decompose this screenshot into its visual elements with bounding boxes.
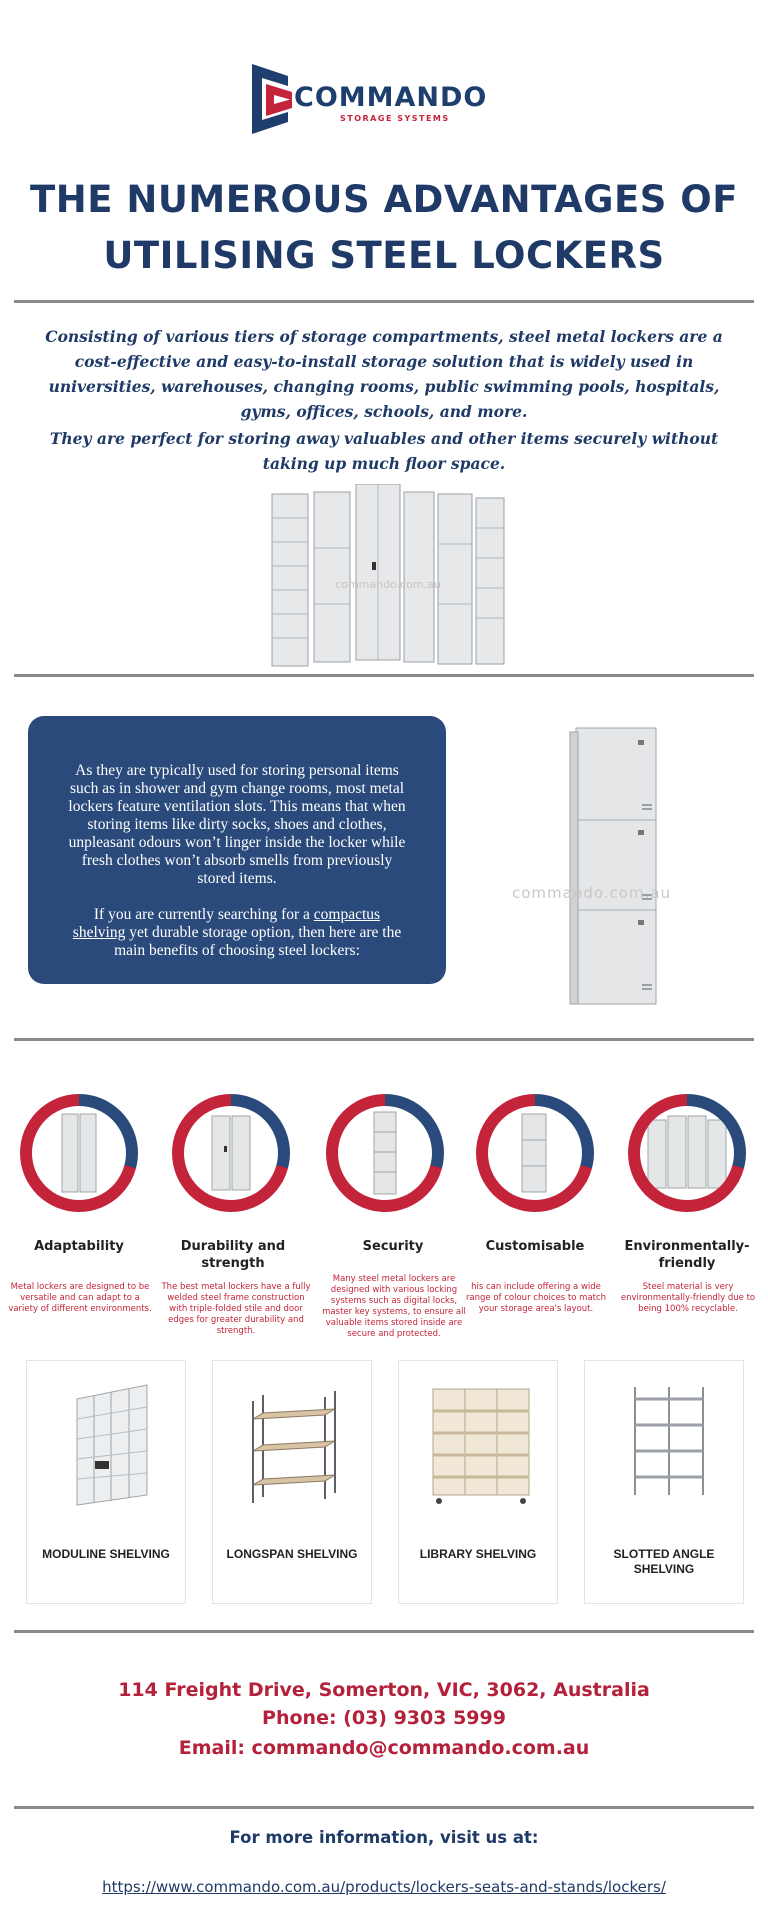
feature-desc-durability: The best metal lockers have a fully welded steel frame construction with triple-folded stile and door edges for greater durability and strength. bbox=[161, 1282, 311, 1336]
product-label-library: LIBRARY SHELVING bbox=[419, 1547, 537, 1561]
product-card-slotted-angle[interactable] bbox=[584, 1360, 744, 1604]
contact-phone: Phone: (03) 9303 5999 bbox=[262, 1707, 506, 1729]
customisable-ring bbox=[476, 1094, 594, 1212]
shelving-icon bbox=[595, 1379, 735, 1509]
feature-title-environmental: Environmentally-friendly bbox=[624, 1239, 750, 1271]
product-label-slotted-angle: SLOTTED ANGLE SHELVING bbox=[613, 1547, 715, 1576]
shelving-icon bbox=[223, 1379, 363, 1509]
durability-ring bbox=[172, 1094, 290, 1212]
divider bbox=[14, 300, 754, 303]
locker-icon bbox=[640, 1106, 734, 1200]
feature-desc-environmental: Steel material is very environmentally-friendly due to being 100% recyclable. bbox=[620, 1282, 756, 1314]
commando-logo-icon bbox=[248, 62, 292, 136]
page-title-line-2: UTILISING STEEL LOCKERS bbox=[103, 234, 665, 277]
shelving-icon bbox=[37, 1379, 177, 1509]
intro-paragraph: Consisting of various tiers of storage compartments, steel metal lockers are a cost-effective and easy-to-install storage solution that is widely used in universities, warehouses, changing rooms, public swimming pools, hospitals, gyms, offices, schools, and more. bbox=[45, 327, 723, 421]
divider bbox=[14, 1630, 754, 1633]
page-title-line-1: THE NUMEROUS ADVANTAGES OF bbox=[30, 178, 738, 221]
locker-icon bbox=[32, 1106, 126, 1200]
ventilation-info-box bbox=[28, 716, 446, 984]
logo-name: COMMANDO bbox=[294, 82, 488, 113]
adaptability-ring bbox=[20, 1094, 138, 1212]
intro-paragraph-2: They are perfect for storing away valuables and other items securely without taking up much floor space. bbox=[49, 429, 719, 473]
contact-address: 114 Freight Drive, Somerton, VIC, 3062, Australia bbox=[118, 1679, 650, 1701]
feature-desc-adaptability: Metal lockers are designed to be versatile and can adapt to a variety of different environments. bbox=[8, 1282, 152, 1314]
watermark: commando.com.au bbox=[335, 578, 441, 591]
product-label-longspan: LONGSPAN SHELVING bbox=[226, 1547, 358, 1561]
benefits-intro-text: If you are currently searching for a compactus shelving yet durable storage option, then here are the main benefits of choosing steel lockers: bbox=[72, 906, 402, 959]
contact-email[interactable]: Email: commando@commando.com.au bbox=[178, 1737, 590, 1759]
feature-title-adaptability: Adaptability bbox=[34, 1239, 124, 1254]
shelving-icon bbox=[409, 1379, 549, 1509]
feature-desc-security: Many steel metal lockers are designed with various locking systems such as digital locks, master key systems, to ensure all valuable items stored inside are secure and protected. bbox=[322, 1274, 466, 1339]
product-label-moduline: MODULINE SHELVING bbox=[42, 1547, 170, 1561]
commando-logo bbox=[248, 62, 508, 142]
environmental-ring bbox=[628, 1094, 746, 1212]
lockers-group-image bbox=[270, 484, 506, 670]
ventilation-text: As they are typically used for storing personal items such as in shower and gym change rooms, most metal lockers feature ventilation slots. This means that when storing items like dirty socks, shoes and clothes, unpleasant odours won’t linger inside the locker while fresh clothes won’t absorb smells from previously stored items. bbox=[68, 762, 406, 887]
divider bbox=[14, 674, 754, 677]
compactus-shelving-link[interactable]: compactus shelving bbox=[72, 906, 381, 941]
locker-icon bbox=[184, 1106, 278, 1200]
product-card-moduline[interactable] bbox=[26, 1360, 186, 1604]
divider bbox=[14, 1806, 754, 1809]
feature-title-durability: Durability and strength bbox=[180, 1239, 286, 1271]
website-link[interactable]: https://www.commando.com.au/products/lockers-seats-and-stands/lockers/ bbox=[102, 1878, 666, 1896]
product-card-library[interactable] bbox=[398, 1360, 558, 1604]
locker-icon bbox=[338, 1106, 432, 1200]
logo-subtitle: STORAGE SYSTEMS bbox=[340, 114, 450, 123]
product-card-longspan[interactable] bbox=[212, 1360, 372, 1604]
page-title bbox=[20, 172, 748, 284]
watermark: commando.com.au bbox=[512, 884, 672, 902]
more-info-heading: For more information, visit us at: bbox=[229, 1828, 539, 1847]
locker-icon bbox=[488, 1106, 582, 1200]
divider bbox=[14, 1038, 754, 1041]
security-ring bbox=[326, 1094, 444, 1212]
feature-title-security: Security bbox=[362, 1239, 424, 1254]
feature-title-customisable: Customisable bbox=[485, 1239, 585, 1254]
feature-desc-customisable: his can include offering a wide range of colour choices to match your storage area's layout. bbox=[465, 1282, 607, 1314]
tall-locker-image bbox=[568, 726, 658, 1006]
